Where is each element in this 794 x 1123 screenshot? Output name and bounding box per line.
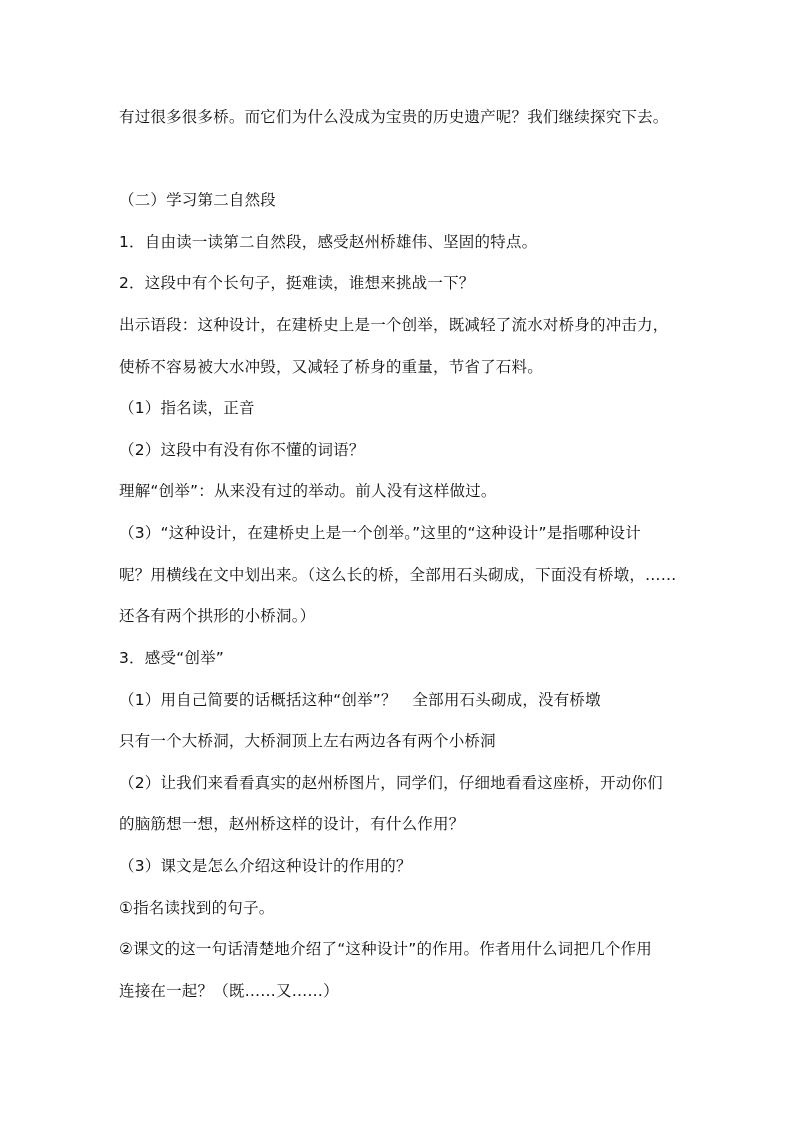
paragraph-line-15: （2）让我们来看看真实的赵州桥图片，同学们，仔细地看看这座桥，开动你们 [119,774,663,792]
paragraph-line-14: 只有一个大桥洞，大桥洞顶上左右两边各有两个小桥洞 [119,732,496,750]
paragraph-line-12: 3．感受“创举” [119,649,225,667]
section-heading: （二）学习第二自然段 [119,191,277,209]
paragraph-line-16: 的脑筋想一想，赵州桥这样的设计，有什么作用？ [119,815,465,833]
paragraph-line-17: （3）课文是怎么介绍这种设计的作用的？ [119,857,412,875]
paragraph-line-6: （1）指名读，正音 [119,399,255,417]
paragraph-line-3: 2．这段中有个长句子，挺难读，谁想来挑战一下？ [119,274,475,292]
paragraph-line-7: （2）这段中有没有你不懂的词语？ [119,441,365,459]
paragraph-line-18: ①指名读找到的句子。 [119,899,275,917]
paragraph-line-4: 出示语段：这种设计，在建桥史上是一个创举，既减轻了流水对桥身的冲击力， [119,316,669,334]
paragraph-line-19: ②课文的这一句话清楚地介绍了“这种设计”的作用。作者用什么词把几个作用 [119,940,652,958]
paragraph-line-11: 还各有两个拱形的小桥洞。） [119,607,316,625]
paragraph-line-13: （1）用自己简要的话概括这种“创举”？ 全部用石头砌成，没有桥墩 [119,691,601,709]
paragraph-line-8: 理解“创举”：从来没有过的举动。前人没有这样做过。 [119,482,497,500]
paragraph-line-9: （3）“这种设计，在建桥史上是一个创举。”这里的“这种设计”是指哪种设计 [119,524,641,542]
paragraph-line-1: 有过很多很多桥。而它们为什么没成为宝贵的历史遗产呢？我们继续探究下去。 [119,108,669,126]
paragraph-line-5: 使桥不容易被大水冲毁，又减轻了桥身的重量，节省了石料。 [119,358,543,376]
paragraph-line-20: 连接在一起？（既……又……） [119,982,339,1000]
paragraph-line-10: 呢？用横线在文中划出来。（这么长的桥，全部用石头砌成，下面没有桥墩，…… [119,566,677,584]
paragraph-line-2: 1．自由读一读第二自然段，感受赵州桥雄伟、坚固的特点。 [119,233,538,251]
